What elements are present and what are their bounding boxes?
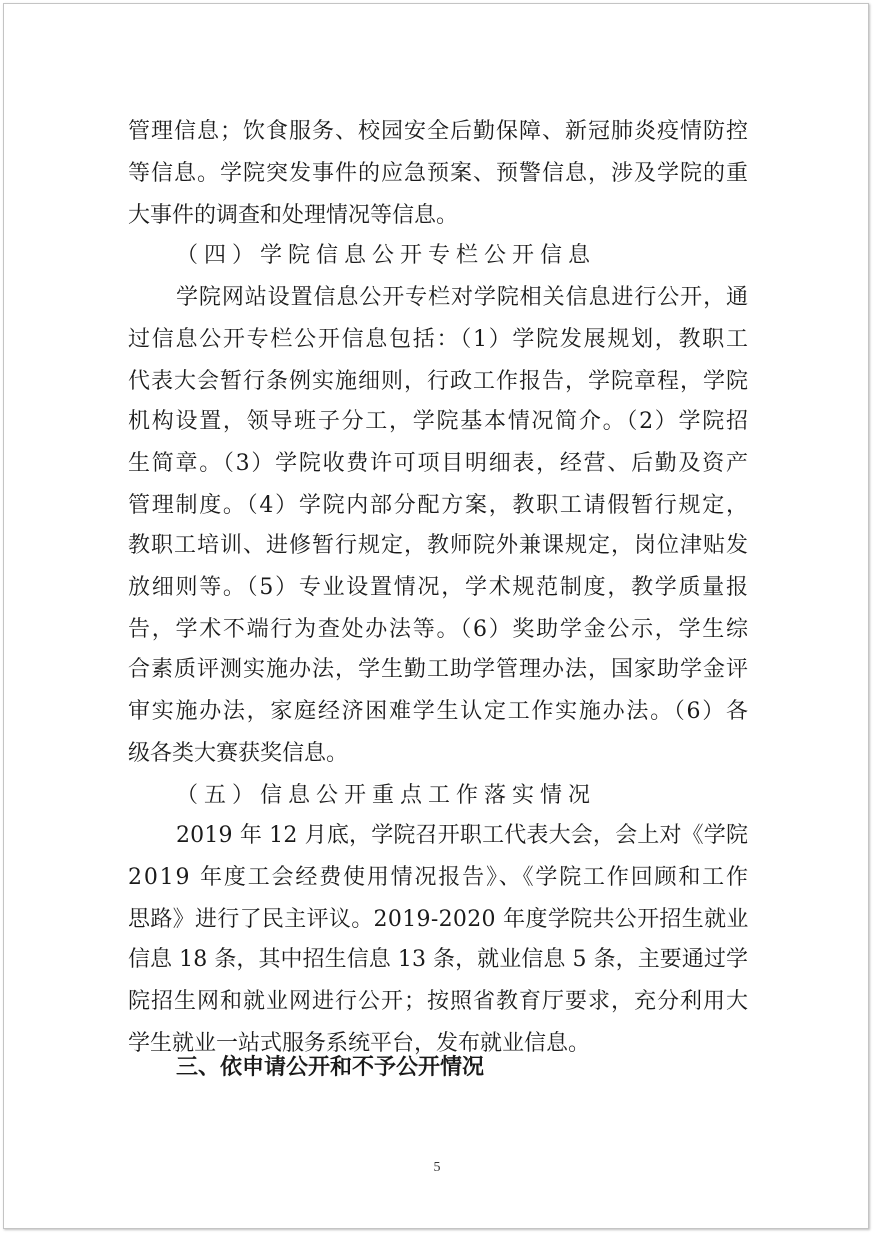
paragraph-line: 代表大会暂行条例实施细则，行政工作报告，学院章程，学院 [128, 369, 750, 394]
page-number: 5 [433, 1160, 441, 1175]
paragraph-line: 大事件的调查和处理情况等信息。 [128, 203, 459, 228]
paragraph-line: 院招生网和就业网进行公开；按照省教育厅要求，充分利用大 [128, 989, 750, 1014]
paragraph-line: 管理信息；饮食服务、校园安全后勤保障、新冠肺炎疫情防控 [128, 119, 750, 144]
paragraph-line: 告，学术不端行为查处办法等。（6）奖助学金公示，学生综 [128, 617, 750, 642]
subheading-4: （四）学院信息公开专栏公开信息 [176, 243, 597, 268]
paragraph-line: 等信息。学院突发事件的应急预案、预警信息，涉及学院的重 [128, 161, 750, 186]
section-heading: 三、依申请公开和不予公开情况 [176, 1055, 485, 1080]
paragraph-line: 过信息公开专栏公开信息包括：（1）学院发展规划，教职工 [128, 327, 750, 352]
paragraph-line: 思路》进行了民主评议。2019-2020 年度学院共公开招生就业 [128, 907, 749, 932]
subheading-5: （五）信息公开重点工作落实情况 [176, 783, 597, 808]
paragraph-line: 信息 18 条，其中招生信息 13 条，就业信息 5 条，主要通过学 [128, 947, 749, 972]
paragraph-line: 生简章。（3）学院收费许可项目明细表，经营、后勤及资产 [128, 451, 750, 476]
paragraph-line: 2019 年 12 月底，学院召开职工代表大会，会上对《学院 [176, 823, 749, 848]
paragraph-line: 学生就业一站式服务系统平台，发布就业信息。 [128, 1031, 591, 1056]
paragraph-line: 学院网站设置信息公开专栏对学院相关信息进行公开，通 [176, 285, 749, 310]
paragraph-line: 教职工培训、进修暂行规定，教师院外兼课规定，岗位津贴发 [128, 533, 750, 558]
paragraph-line: 管理制度。（4）学院内部分配方案，教职工请假暂行规定， [128, 493, 750, 518]
paragraph-line: 放细则等。（5）专业设置情况，学术规范制度，教学质量报 [128, 575, 750, 600]
paragraph-line: 级各类大赛获奖信息。 [128, 741, 349, 766]
paragraph-line: 2019 年度工会经费使用情况报告》、《学院工作回顾和工作 [128, 865, 750, 890]
paragraph-line: 合素质评测实施办法，学生勤工助学管理办法，国家助学金评 [128, 657, 750, 682]
paragraph-line: 机构设置，领导班子分工，学院基本情况简介。（2）学院招 [128, 409, 750, 434]
paragraph-line: 审实施办法，家庭经济困难学生认定工作实施办法。（6）各 [128, 699, 750, 724]
